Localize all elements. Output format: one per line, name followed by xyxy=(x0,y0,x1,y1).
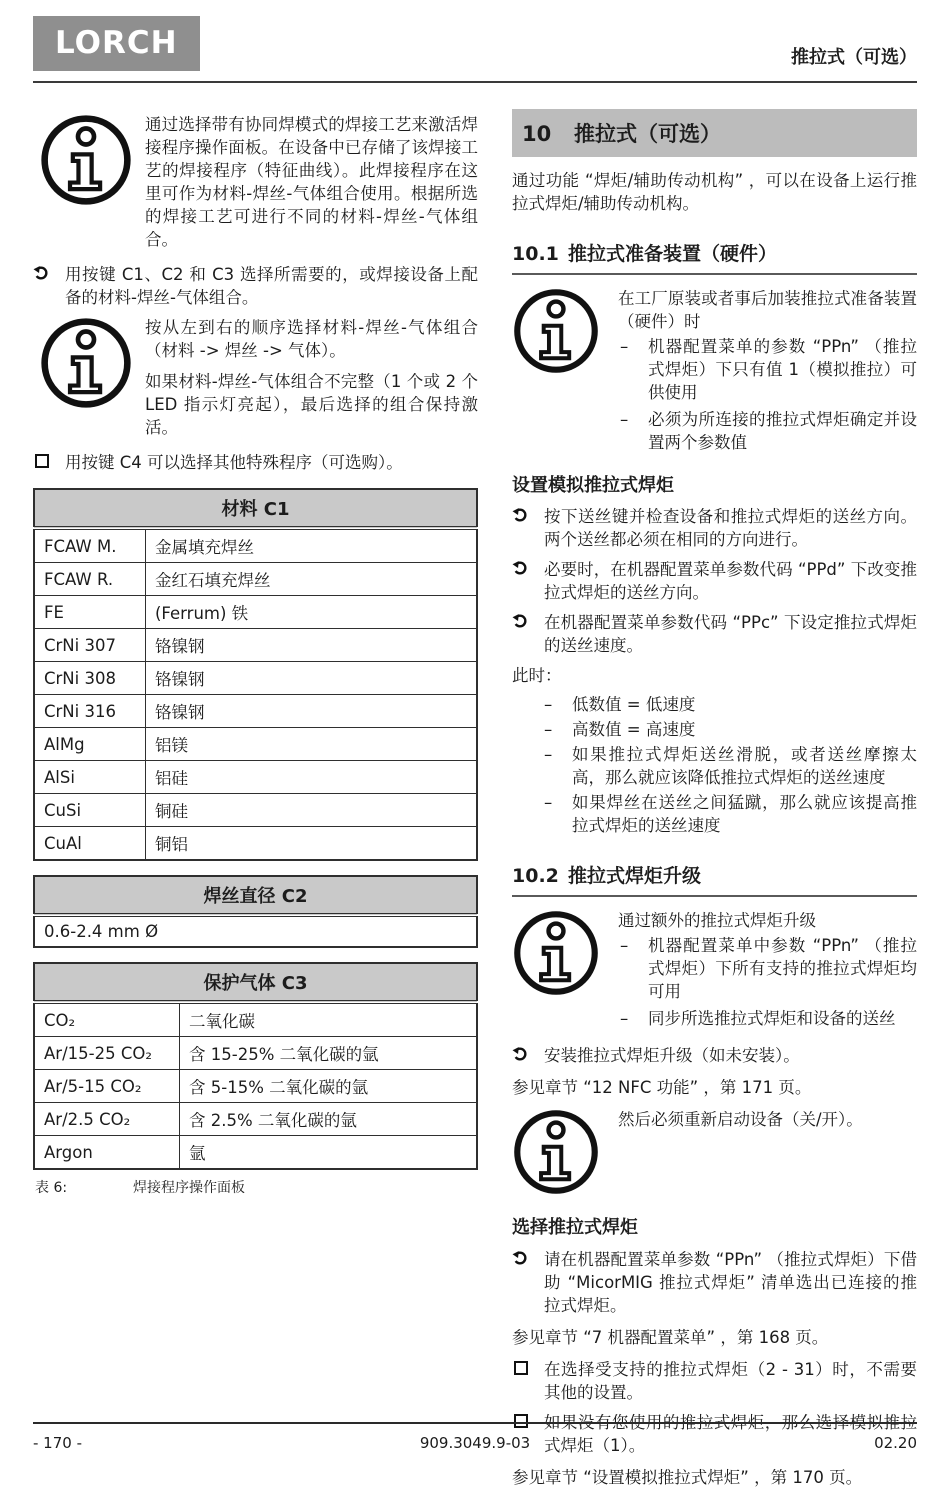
step-item xyxy=(512,1248,917,1317)
table-cell: 铬镍钢 xyxy=(146,662,478,695)
material-c1-table xyxy=(33,488,478,861)
section-intro: 通过功能 “焊炬/辅助传动机构” ，可以在设备上运行推拉式焊炬/辅助传动机构。 xyxy=(512,171,917,213)
dash-item-text: 必须为所连接的推拉式焊炬确定并设置两个参数值 xyxy=(648,410,917,452)
step-text: 在机器配置菜单参数代码 “PPc” 下设定推拉式焊炬的送丝速度。 xyxy=(544,613,917,656)
page-header xyxy=(33,16,917,71)
page-footer xyxy=(33,1422,917,1452)
section-10-2-heading xyxy=(512,861,917,897)
table-row xyxy=(34,695,477,728)
table-cell: 铜铝 xyxy=(146,827,478,861)
note-text: 用按键 C4 可以选择其他特殊程序（可选购）。 xyxy=(65,453,403,472)
arrow-step-icon xyxy=(512,558,544,604)
info-text xyxy=(618,909,917,1034)
right-column xyxy=(512,109,917,1498)
info-text xyxy=(618,287,917,458)
info-icon xyxy=(512,1108,618,1200)
page-number: - 170 - xyxy=(33,1434,82,1452)
dash-item-text: 如果焊丝在送丝之间猛蹴，那么就应该提高推拉式焊炬的送丝速度 xyxy=(572,793,917,836)
header-rule xyxy=(33,81,917,83)
step-item xyxy=(512,505,917,551)
dash-list-item xyxy=(542,743,917,789)
square-note-icon xyxy=(512,1358,544,1404)
arrow-step-icon xyxy=(512,505,544,551)
step-text: 按下送丝键并检查设备和推拉式焊炬的送丝方向。两个送丝都必须在相同的方向进行。 xyxy=(544,507,917,550)
table-cell: 铝硅 xyxy=(146,761,478,794)
table-cell: 含 5-15% 二氧化碳的氩 xyxy=(180,1070,478,1103)
table-cell: (Ferrum) 铁 xyxy=(146,596,478,629)
paragraph: 通过额外的推拉式焊炬升级 xyxy=(618,911,816,931)
paragraph: 通过选择带有协同焊模式的焊接工艺来激活焊接程序操作面板。在设备中已存储了该焊接工艺的焊接程序（特征曲线）。此焊接程序在这里可作为材料-焊丝-气体组合使用。根据所选的焊接工艺可进行不同的材料-焊丝-气体组合。 xyxy=(145,115,478,249)
table-row xyxy=(34,1037,477,1070)
table-cell: 金红石填充焊丝 xyxy=(146,563,478,596)
info-text xyxy=(618,1108,917,1200)
info-block-upgrade xyxy=(512,909,917,1034)
dash-item-text: 机器配置菜单的参数 “PPn” （推拉式焊炬）下只有值 1（模拟推拉）可供使用 xyxy=(648,337,917,402)
dash-item-text: 如果推拉式焊炬送丝滑脱，或者送丝摩擦太高，那么就应该降低推拉式焊炬的送丝速度 xyxy=(572,745,917,788)
step-text: 安装推拉式焊炬升级（如未安装）。 xyxy=(544,1046,800,1066)
table-cell: 铜硅 xyxy=(146,794,478,827)
dash-list-item xyxy=(618,934,917,1005)
dash-icon: – xyxy=(544,745,553,765)
note-item xyxy=(33,451,478,474)
dash-icon: – xyxy=(544,720,553,740)
dash-list xyxy=(618,934,917,1032)
subheading-select-torch: 选择推拉式焊炬 xyxy=(512,1217,638,1239)
table-cell: AlSi xyxy=(34,761,146,794)
table-caption xyxy=(33,1177,478,1197)
section-title: 推拉式焊炬升级 xyxy=(568,865,702,888)
running-head-title: 推拉式（可选） xyxy=(791,47,917,68)
table-cell: 铬镍钢 xyxy=(146,629,478,662)
dash-icon: – xyxy=(620,337,629,356)
dash-list-item xyxy=(618,1007,917,1032)
table-row xyxy=(34,563,477,596)
table-cell: CrNi 316 xyxy=(34,695,146,728)
table-row xyxy=(34,1136,477,1170)
table-row xyxy=(34,662,477,695)
table-cell: 氩 xyxy=(180,1136,478,1170)
left-column xyxy=(33,109,478,1498)
table-row xyxy=(34,1070,477,1103)
table-cell: 含 2.5% 二氧化碳的氩 xyxy=(180,1103,478,1136)
dash-list-item xyxy=(542,791,917,837)
info-block-synergic xyxy=(33,113,478,253)
step-item xyxy=(512,558,917,604)
document-number: 909.3049.9-03 xyxy=(419,1434,531,1452)
caption-text: 焊接程序操作面板 xyxy=(133,1180,245,1196)
table-cell: CrNi 308 xyxy=(34,662,146,695)
table-cell: 金属填充焊丝 xyxy=(146,528,478,563)
note-text: 如果没有您使用的推拉式焊炬，那么选择模拟推拉式焊炬（1）。 xyxy=(544,1412,917,1455)
arrow-step-icon xyxy=(512,611,544,657)
table-cell: 二氧化碳 xyxy=(180,1002,478,1037)
info-icon xyxy=(512,287,618,458)
section-number: 10.1 xyxy=(512,243,559,265)
table-cell: Ar/5-15 CO₂ xyxy=(34,1070,180,1103)
paragraph: 如果材料-焊丝-气体组合不完整（1 个或 2 个 LED 指示灯亮起），最后选择的组合保持激活。 xyxy=(145,372,478,437)
table-row xyxy=(34,596,477,629)
table-row xyxy=(34,794,477,827)
table-row xyxy=(34,629,477,662)
table-cell: 0.6-2.4 mm Ø xyxy=(34,915,477,947)
table-row xyxy=(34,761,477,794)
table-row xyxy=(34,528,477,563)
dash-item-text: 同步所选推拉式焊炬和设备的送丝 xyxy=(648,1009,896,1029)
info-text xyxy=(145,316,478,441)
dash-icon: – xyxy=(620,410,629,429)
dash-list-item xyxy=(542,693,917,716)
table-cell: 含 15-25% 二氧化碳的氩 xyxy=(180,1037,478,1070)
dash-list-item xyxy=(618,408,917,456)
table-row xyxy=(34,1103,477,1136)
paragraph: 在工厂原装或者事后加装推拉式准备装置（硬件）时 xyxy=(618,289,917,331)
wire-diameter-c2-table xyxy=(33,875,478,948)
dash-icon: – xyxy=(544,793,553,813)
section-10-1-heading xyxy=(512,239,917,275)
table-cell: FCAW M. xyxy=(34,528,146,563)
dash-list xyxy=(618,335,917,456)
shielding-gas-c3-table xyxy=(33,962,478,1170)
note-item xyxy=(512,1358,917,1404)
revision-date: 02.20 xyxy=(874,1434,918,1452)
table-cell: CO₂ xyxy=(34,1002,180,1037)
arrow-step-icon xyxy=(512,1248,544,1317)
subheading-setup-analog: 设置模拟推拉式焊炬 xyxy=(512,475,674,496)
table-title: 焊丝直径 C2 xyxy=(34,876,477,915)
info-block-restart xyxy=(512,1108,917,1200)
table-cell: Ar/15-25 CO₂ xyxy=(34,1037,180,1070)
arrow-step-icon xyxy=(33,263,65,309)
square-note-icon xyxy=(33,451,65,474)
table-cell: CuAl xyxy=(34,827,146,861)
paragraph: 然后必须重新启动设备（关/开）。 xyxy=(618,1110,863,1130)
table-cell: Argon xyxy=(34,1136,180,1170)
table-cell: 铝镁 xyxy=(146,728,478,761)
step-text: 必要时，在机器配置菜单参数代码 “PPd” 下改变推拉式焊炬的送丝方向。 xyxy=(544,560,917,603)
table-title: 保护气体 C3 xyxy=(34,963,477,1002)
arrow-step-icon xyxy=(512,1044,544,1067)
info-icon xyxy=(512,909,618,1034)
cross-reference: 参见章节 “设置模拟推拉式焊炬” ，第 170 页。 xyxy=(512,1467,863,1487)
dash-item-text: 低数值 = 低速度 xyxy=(572,695,696,715)
dash-item-text: 机器配置菜单中参数 “PPn” （推拉式焊炬）下所有支持的推拉式焊炬均可用 xyxy=(648,936,917,1002)
dash-list-item xyxy=(618,335,917,406)
step-text: 用按键 C1、C2 和 C3 选择所需要的，或焊接设备上配备的材料-焊丝-气体组合。 xyxy=(65,265,478,307)
table-cell: CrNi 307 xyxy=(34,629,146,662)
note-text: 在选择受支持的推拉式焊炬（2 - 31）时，不需要其他的设置。 xyxy=(544,1359,917,1402)
table-cell: 铬镍钢 xyxy=(146,695,478,728)
table-row xyxy=(34,1002,477,1037)
dash-item-text: 高数值 = 高速度 xyxy=(572,720,696,740)
dash-icon: – xyxy=(620,936,629,956)
step-item xyxy=(512,611,917,657)
info-text xyxy=(145,113,478,253)
info-block-hardware xyxy=(512,287,917,458)
section-title: 推拉式（可选） xyxy=(574,122,721,146)
section-10-heading xyxy=(512,109,917,157)
dash-list-item xyxy=(542,718,917,741)
section-title: 推拉式准备装置（硬件） xyxy=(568,243,778,265)
info-icon xyxy=(33,113,145,253)
paragraph: 按从左到右的顺序选择材料-焊丝-气体组合（材料 -> 焊丝 -> 气体）。 xyxy=(145,318,478,360)
table-title: 材料 C1 xyxy=(34,489,477,528)
lorch-logo: LORCH xyxy=(33,16,200,71)
info-icon xyxy=(33,316,145,441)
cross-reference: 参见章节 “12 NFC 功能” ，第 171 页。 xyxy=(512,1078,812,1098)
cishi-label: 此时： xyxy=(512,666,562,686)
step-text: 请在机器配置菜单参数 “PPn” （推拉式焊炬）下借助 “MicorMIG 推拉式焊炬” 清单选出已连接的推拉式焊炬。 xyxy=(544,1249,917,1315)
table-cell: FCAW R. xyxy=(34,563,146,596)
dash-icon: – xyxy=(544,695,553,715)
table-row xyxy=(34,915,477,947)
two-column-layout xyxy=(33,109,917,1498)
table-cell: FE xyxy=(34,596,146,629)
table-cell: CuSi xyxy=(34,794,146,827)
section-number: 10 xyxy=(522,122,552,146)
table-row xyxy=(34,728,477,761)
dash-icon: – xyxy=(620,1009,629,1029)
table-cell: Ar/2.5 CO₂ xyxy=(34,1103,180,1136)
step-item xyxy=(512,1044,917,1067)
cross-reference: 参见章节 “7 机器配置菜单” ，第 168 页。 xyxy=(512,1327,829,1347)
dash-list xyxy=(512,693,917,837)
table-row xyxy=(34,827,477,861)
table-cell: AlMg xyxy=(34,728,146,761)
caption-label: 表 6: xyxy=(35,1180,68,1196)
step-item xyxy=(33,263,478,309)
section-number: 10.2 xyxy=(512,865,559,888)
info-block-order xyxy=(33,316,478,441)
